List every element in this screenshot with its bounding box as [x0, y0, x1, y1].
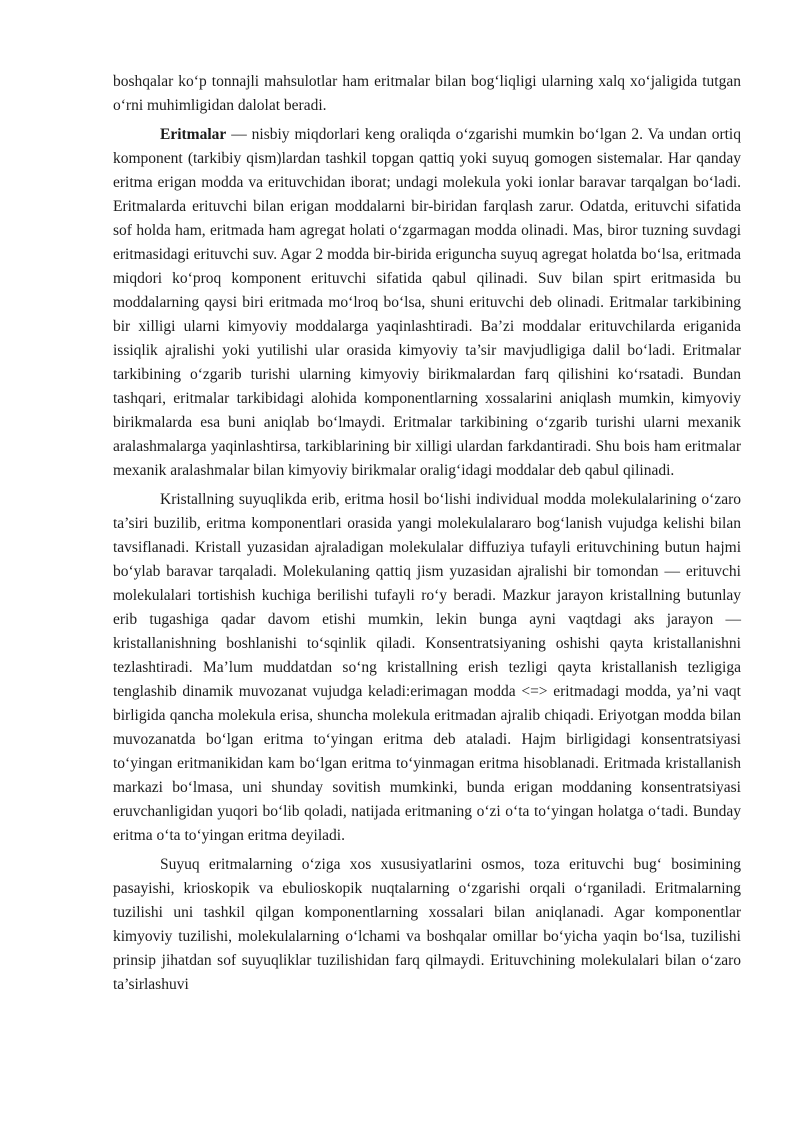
- paragraph-liquid-solutions: Suyuq eritmalarning o‘ziga xos xususiyatlarini osmos, toza erituvchi bug‘ bosimining pasayishi, krioskopik va ebulioskopik nuqtalarning o‘zgarishi orqali o‘rganiladi. Eritmalarning tuzilishi uni tashkil qilgan komponentlarning xossalari bilan aniqlanadi. Agar komponentlar kimyoviy tuzilishi, molekulalarning o‘lchami va boshqalar omillar bo‘yicha yaqin bo‘lsa, tuzilishi prinsip jihatdan sof suyuqliklar tuzilishidan farq qilmaydi. Erituvchining molekulalari bilan o‘zaro ta’sirlashuvi: [113, 856, 741, 993]
- document-page: [113, 70, 741, 1002]
- paragraph-eritmalar-definition: [113, 123, 741, 483]
- definition-text: — nisbiy miqdorlari keng oraliqda o‘zgarishi mumkin bo‘lgan 2. Va undan ortiq komponent (tarkibiy qism)lardan tashkil topgan qattiq yoki suyuq gomogen sistemalar. Har qanday eritma erigan modda va erituvchidan iborat; undagi molekula yoki ionlar baravar tarqalgan bo‘ladi. Eritmalarda erituvchi bilan erigan moddalarni bir-biridan farqlash zarur. Odatda, erituvchi sifatida sof holda ham, eritmada ham agregat holati o‘zgarmagan modda olinadi. Mas, biror tuzning suvdagi eritmasidagi erituvchi suv. Agar 2 modda bir-birida eriguncha suyuq agregat holatda bo‘lsa, eritmada miqdori ko‘proq komponent erituvchi sifatida qabul qilinadi. Suv bilan spirt eritmasida bu moddalarning qaysi biri eritmada mo‘lroq bo‘lsa, shuni erituvchi deb olinadi. Eritmalar tarkibining bir xilligi ularni kimyoviy moddalarga yaqinlashtiradi. Ba’zi moddalar erituvchilarda eriganida issiqlik ajralishi yoki yutilishi ular orasida kimyoviy ta’sir mavjudligiga dalil bo‘ladi. Eritmalar tarkibining o‘zgarib turishi ularning kimyoviy birikmalardan farq qilishini ko‘rsatadi. Bundan tashqari, eritmalar tarkibidagi alohida komponentlarning xossalarini aniqlash mumkin, kimyoviy birikmalarda esa buni aniqlab bo‘lmaydi. Eritmalar tarkibining o‘zgarib turishi ularni mexanik aralashmalarga yaqinlashtirsa, tarkiblarining bir xilligi ulardan farkdantiradi. Shu bois ham eritmalar mexanik aralashmalar bilan kimyoviy birikmalar oralig‘idagi moddalar deb qabul qilinadi.: [113, 126, 741, 479]
- paragraph-continuation: boshqalar ko‘p tonnajli mahsulotlar ham eritmalar bilan bog‘liqligi ularning xalq xo‘jaligida tutgan o‘rni muhimligidan dalolat beradi.: [113, 73, 741, 114]
- defined-term: Eritmalar: [160, 126, 227, 143]
- paragraph-crystal-dissolution: Kristallning suyuqlikda erib, eritma hosil bo‘lishi individual modda molekulalarining o‘zaro ta’siri buzilib, eritma komponentlari orasida yangi molekulalararo bog‘lanish vujudga kelishi bilan tavsiflanadi. Kristall yuzasidan ajraladigan molekulalar diffuziya tufayli erituvchining butun hajmi bo‘ylab baravar tarqaladi. Molekulaning qattiq jism yuzasidan ajralishi bir tomondan — erituvchi molekulalari tortishish kuchiga berilishi tufayli ro‘y beradi. Mazkur jarayon kristallning butunlay erib tugashiga qadar davom etishi mumkin, lekin bunga ayni vaqtdagi aks jarayon — kristallanishning boshlanishi to‘sqinlik qiladi. Konsentratsiyaning oshishi qayta kristallanishni tezlashtiradi. Ma’lum muddatdan so‘ng kristallning erish tezligi qayta kristallanish tezligiga tenglashib dinamik muvozanat vujudga keladi:erimagan modda <=> eritmadagi modda, ya’ni vaqt birligida qancha molekula erisa, shuncha molekula eritmadan ajralib chiqadi. Eriyotgan modda bilan muvozanatda bo‘lgan eritma to‘yingan eritma deb ataladi. Hajm birligidagi konsentratsiyasi to‘yingan eritmanikidan kam bo‘lgan eritma to‘yinmagan eritma hisoblanadi. Eritmada kristallanish markazi bo‘lmasa, uni shunday sovitish mumkinki, bunda erigan moddaning konsentratsiyasi eruvchanligidan yuqori bo‘lib qoladi, natijada eritmaning o‘zi o‘ta to‘yingan holatga o‘tadi. Bunday eritma o‘ta to‘yingan eritma deyiladi.: [113, 491, 741, 844]
